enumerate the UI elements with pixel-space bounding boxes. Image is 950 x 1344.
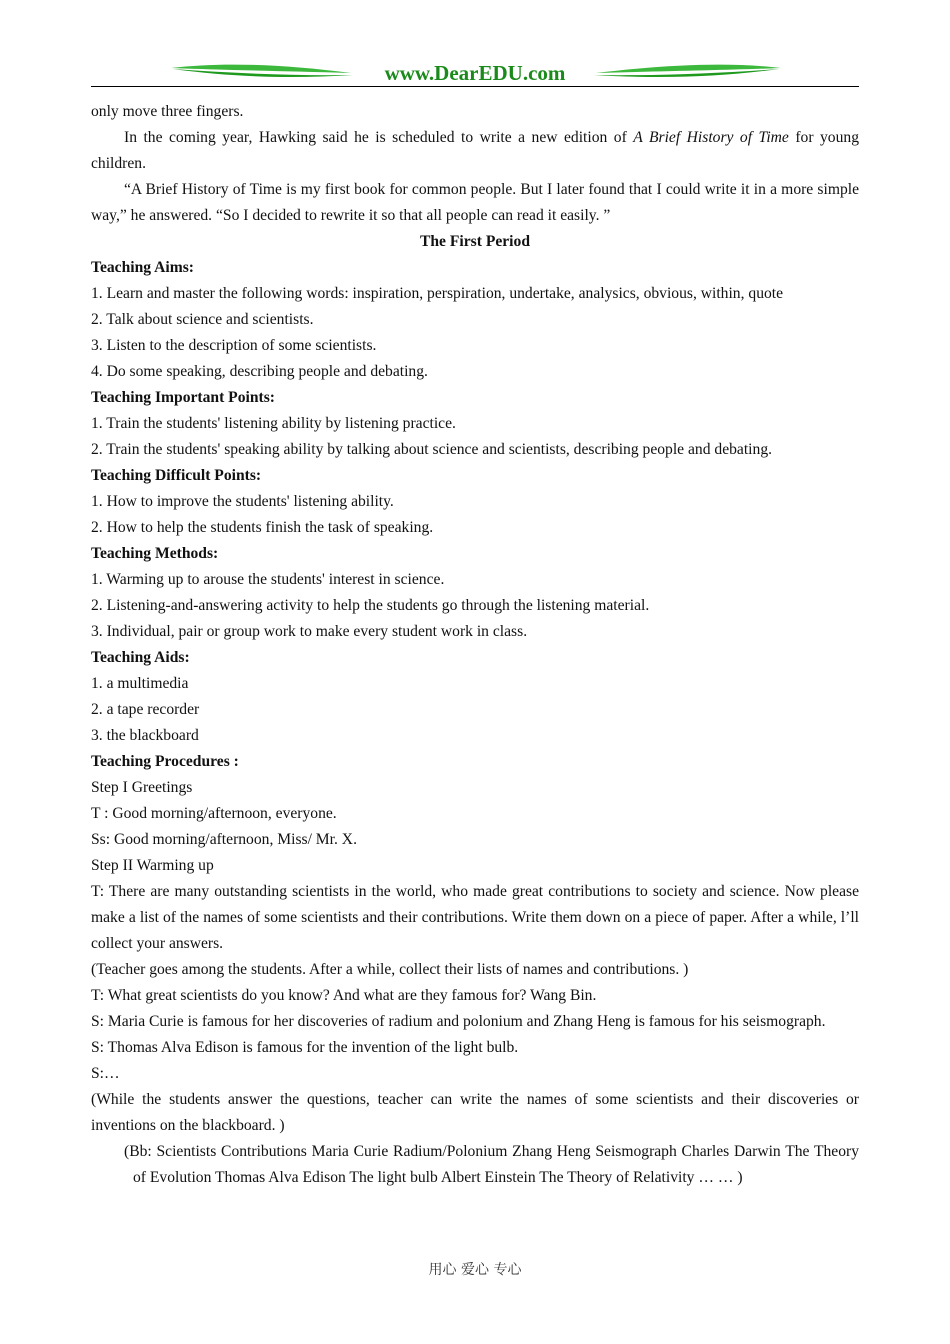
list-item: 2. Train the students' speaking ability by talking about science and scientists, describing people and debating. — [91, 441, 773, 458]
list-item: 2. Listening-and-answering activity to help the students go through the listening material. — [91, 597, 650, 614]
list-item: 1. Train the students' listening ability by listening practice. — [91, 415, 456, 432]
procedure-line: T: What great scientists do you know? And what are they famous for? Wang Bin. — [91, 987, 597, 1004]
list-item: 1. How to improve the students' listening ability. — [91, 493, 394, 510]
page-header — [91, 60, 859, 88]
procedure-line: (While the students answer the questions, teacher can write the names of some scientists and their discoveries or inventions on the blackboard. ) — [91, 1091, 859, 1134]
document-body — [91, 99, 859, 1191]
paragraph: only move three fingers. — [91, 103, 244, 120]
logo-text: www.DearEDU.com — [384, 61, 566, 85]
section-heading: Teaching Methods: — [91, 545, 219, 562]
section-heading: Teaching Important Points: — [91, 389, 275, 406]
section-heading: Teaching Aims: — [91, 259, 194, 276]
procedure-line: T: There are many outstanding scientists in the world, who made great contributions to society and science. Now please make a list of the names of some scientists and their contributions. Write them down on a piece of paper. After a while, l’ll collect your answers. — [91, 883, 859, 952]
list-item: 3. Listen to the description of some scientists. — [91, 337, 377, 354]
paragraph: In the coming year, Hawking said he is scheduled to write a new edition of A Brief History of Time for young children. — [91, 129, 859, 172]
list-item: 1. Warming up to arouse the students' interest in science. — [91, 571, 445, 588]
paragraph: “A Brief History of Time is my first book for common people. But I later found that I could write it in a more simple way,” he answered. “So I decided to rewrite it so that all people can read it easily. ” — [91, 181, 859, 224]
procedure-line: (Teacher goes among the students. After a while, collect their lists of names and contributions. ) — [91, 961, 689, 978]
book-title: A Brief History of Time — [633, 129, 789, 146]
header-rule — [91, 86, 859, 87]
procedure-line: Step II Warming up — [91, 857, 214, 874]
list-item: 4. Do some speaking, describing people and debating. — [91, 363, 428, 380]
section-heading: Teaching Difficult Points: — [91, 467, 262, 484]
list-item: 2. Talk about science and scientists. — [91, 311, 314, 328]
page-footer: 用心 爱心 专心 — [428, 1262, 522, 1278]
site-logo — [91, 60, 859, 86]
section-heading: Teaching Procedures : — [91, 753, 239, 770]
list-item: 2. a tape recorder — [91, 701, 200, 718]
procedure-line: T : Good morning/afternoon, everyone. — [91, 805, 337, 822]
procedure-line: S:… — [91, 1065, 120, 1082]
procedure-line: S: Maria Curie is famous for her discoveries of radium and polonium and Zhang Heng is famous for his seismograph. — [91, 1013, 826, 1030]
list-item: 3. Individual, pair or group work to make every student work in class. — [91, 623, 528, 640]
section-heading: Teaching Aids: — [91, 649, 190, 666]
list-item: 1. Learn and master the following words: inspiration, perspiration, undertake, analysics, obvious, within, quote — [91, 285, 784, 302]
list-item: 3. the blackboard — [91, 727, 199, 744]
procedure-line: S: Thomas Alva Edison is famous for the invention of the light bulb. — [91, 1039, 519, 1056]
logo-swoosh-graphic — [91, 60, 859, 86]
blackboard-note: (Bb: Scientists Contributions Maria Curie Radium/Polonium Zhang Heng Seismograph Charles Darwin The Theory of Evolution Thomas Alva Edison The light bulb Albert Einstein The Theory of Relativity … … ) — [124, 1143, 859, 1186]
procedure-line: Ss: Good morning/afternoon, Miss/ Mr. X. — [91, 831, 357, 848]
period-title: The First Period — [419, 233, 530, 250]
list-item: 2. How to help the students finish the task of speaking. — [91, 519, 434, 536]
list-item: 1. a multimedia — [91, 675, 189, 692]
procedure-line: Step I Greetings — [91, 779, 193, 796]
